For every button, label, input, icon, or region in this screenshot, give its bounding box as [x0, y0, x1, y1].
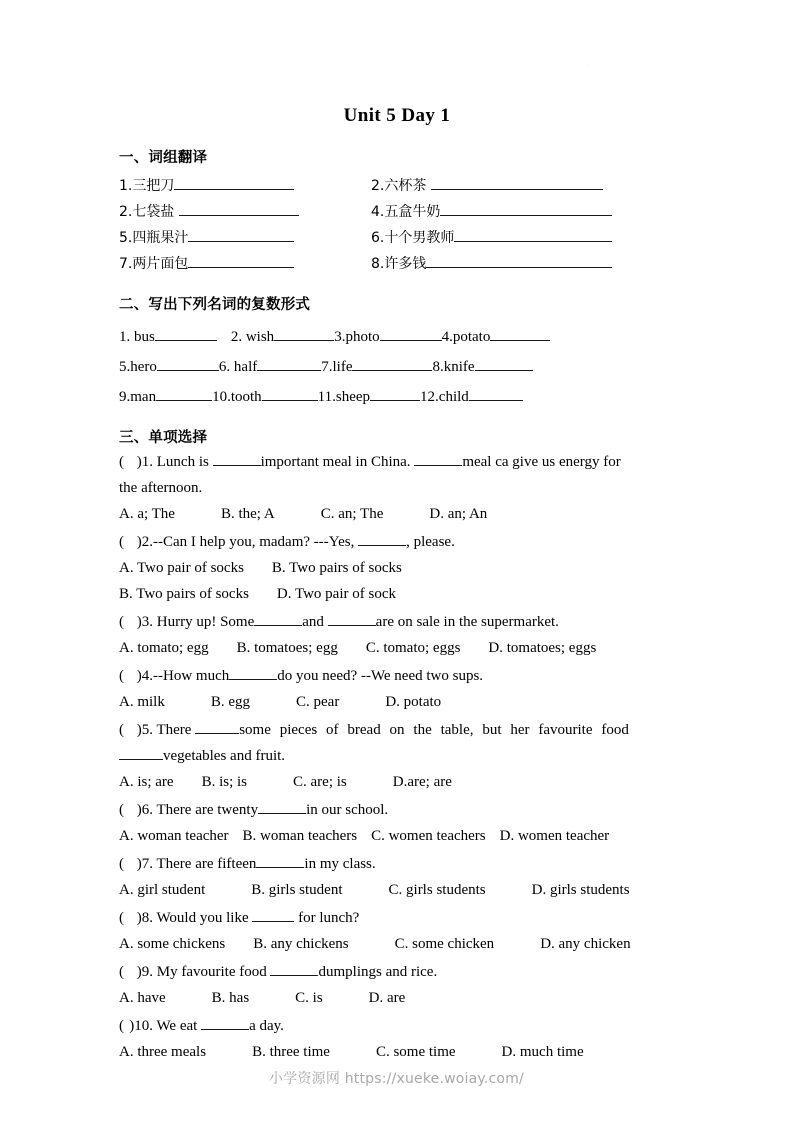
stem-text: a day. [249, 1018, 284, 1034]
option-b[interactable]: B. is; is [201, 774, 248, 790]
page-title: Unit 5 Day 1 [343, 105, 451, 126]
answer-blank[interactable] [454, 226, 612, 242]
table-row [119, 251, 675, 277]
options-row-1 [119, 501, 675, 527]
table-row [119, 199, 675, 225]
option-d[interactable]: D. girls students [531, 882, 630, 898]
option-d[interactable]: D. women teacher [499, 828, 610, 844]
question-number: )1. [136, 454, 153, 470]
stem-text: in my class. [304, 856, 376, 872]
options-row-2b [119, 581, 675, 607]
option-c[interactable]: C. some time [375, 1044, 456, 1060]
plural-word: 11.sheep [317, 389, 371, 405]
stem-text: , please. [406, 534, 455, 550]
plural-word: 3.photo [334, 329, 380, 345]
answer-blank[interactable] [179, 200, 299, 216]
options-row-2a [119, 555, 675, 581]
answer-blank[interactable] [156, 385, 212, 401]
answer-bracket[interactable]: ( )9. [119, 959, 153, 985]
question-stem-9 [119, 959, 675, 985]
section-heading-two: 二、写出下列名词的复数形式 [119, 297, 311, 313]
stem-text: in our school. [306, 802, 389, 818]
answer-blank[interactable] [155, 325, 217, 341]
question-stem-8 [119, 905, 675, 931]
answer-blank[interactable] [490, 325, 550, 341]
option-b[interactable]: B. any chickens [253, 936, 349, 952]
answer-blank[interactable] [370, 385, 420, 401]
option-c[interactable]: B. Two pairs of socks [119, 586, 249, 602]
answer-blank[interactable] [262, 385, 318, 401]
document-content [119, 0, 675, 1065]
phrase-label: 5.四瓶果汁 [119, 230, 189, 246]
question-stem-5 [119, 717, 675, 743]
plural-word: 9.man [119, 389, 157, 405]
options-row-8 [119, 931, 675, 957]
option-b[interactable]: B. Two pairs of socks [271, 560, 402, 576]
answer-blank[interactable] [195, 718, 239, 734]
answer-blank[interactable] [426, 252, 612, 268]
stem-text: There are twenty [153, 802, 259, 818]
stem-text: meal ca give us energy for [462, 454, 621, 470]
option-c[interactable]: C. women teachers [371, 828, 486, 844]
answer-blank[interactable] [431, 174, 603, 190]
phrase-cell-left-2 [119, 199, 371, 225]
stem-text: vegetables and fruit. [163, 748, 286, 764]
stem-text: and [302, 614, 328, 630]
question-stem-1-cont: the afternoon. [119, 480, 203, 496]
plural-row-2 [119, 352, 675, 382]
answer-blank[interactable] [270, 960, 318, 976]
option-d[interactable]: D. any chicken [540, 936, 631, 952]
phrase-cell-right-1 [371, 173, 675, 199]
option-a[interactable]: A. three meals [119, 1044, 207, 1060]
answer-bracket[interactable]: ( )3. [119, 609, 153, 635]
phrase-label: 8.许多钱 [371, 256, 427, 272]
answer-blank[interactable] [258, 798, 306, 814]
option-a[interactable]: A. some chickens [119, 936, 226, 952]
scan-artifact-mark: · [586, 61, 589, 71]
question-number: )7. [136, 856, 153, 872]
stem-text: some pieces of bread on the table, but her favourite food [239, 722, 629, 738]
option-d[interactable]: D. much time [501, 1044, 584, 1060]
section-heading-one: 一、词组翻译 [119, 150, 208, 166]
option-c[interactable]: C. is [295, 990, 323, 1006]
phrase-label: 6.十个男教师 [371, 230, 455, 246]
answer-blank[interactable] [252, 906, 294, 922]
option-d[interactable]: D.are; are [392, 774, 452, 790]
answer-blank[interactable] [119, 744, 163, 760]
stem-text: Would you like [153, 910, 253, 926]
answer-blank[interactable] [440, 200, 612, 216]
answer-bracket[interactable]: ( )4. [119, 663, 153, 689]
answer-blank[interactable] [157, 355, 219, 371]
option-d[interactable]: D. potato [385, 694, 442, 710]
phrase-cell-left-4 [119, 251, 371, 277]
question-number: )10. [129, 1018, 153, 1034]
option-d[interactable]: D. tomatoes; eggs [488, 640, 597, 656]
question-stem-2 [119, 529, 675, 555]
answer-blank[interactable] [254, 610, 302, 626]
question-number: )6. [136, 802, 153, 818]
stem-text: dumplings and rice. [318, 964, 438, 980]
phrase-label: 4.五盒牛奶 [371, 204, 441, 220]
options-row-10 [119, 1039, 675, 1065]
answer-blank[interactable] [174, 174, 294, 190]
answer-bracket[interactable]: ( )8. [119, 905, 153, 931]
question-stem-6 [119, 797, 675, 823]
stem-text: --Can I help you, madam? ---Yes, [153, 534, 359, 550]
options-row-9 [119, 985, 675, 1011]
plural-word: 6. half [218, 359, 258, 375]
answer-bracket[interactable]: ( )10. [119, 1013, 153, 1039]
options-row-4 [119, 689, 675, 715]
site-watermark [0, 1068, 793, 1088]
plural-word: 7.life [321, 359, 353, 375]
question-number: )9. [136, 964, 153, 980]
option-d[interactable]: D. are [368, 990, 406, 1006]
options-row-3 [119, 635, 675, 661]
option-b[interactable]: B. egg [210, 694, 251, 710]
answer-blank[interactable] [188, 252, 294, 268]
answer-blank[interactable] [256, 852, 304, 868]
stem-text: Lunch is [153, 454, 213, 470]
stem-text: --How much [153, 668, 230, 684]
options-row-7 [119, 877, 675, 903]
option-d[interactable]: D. Two pair of sock [276, 586, 396, 602]
question-stem-7 [119, 851, 675, 877]
option-a[interactable]: A. milk [119, 694, 165, 710]
stem-text: important meal in China. [260, 454, 415, 470]
stem-text: There are fifteen [153, 856, 257, 872]
option-a[interactable]: A. is; are [119, 774, 174, 790]
table-row [119, 225, 675, 251]
phrase-translation-table [119, 173, 675, 277]
question-stem-5-cont [119, 743, 675, 769]
option-a[interactable]: A. woman teacher [119, 828, 229, 844]
answer-blank[interactable] [213, 450, 261, 466]
options-row-5 [119, 769, 675, 795]
question-stem-1 [119, 449, 675, 475]
plural-word: 8.knife [432, 359, 475, 375]
phrase-cell-right-4 [371, 251, 675, 277]
phrase-label: 1.三把刀 [119, 178, 175, 194]
phrase-cell-right-2 [371, 199, 675, 225]
answer-bracket[interactable]: ( )6. [119, 797, 153, 823]
plural-word: 2. wish [230, 329, 275, 345]
option-d[interactable]: D. an; An [429, 506, 488, 522]
option-c[interactable]: C. tomato; eggs [365, 640, 461, 656]
answer-blank[interactable] [352, 355, 432, 371]
option-c[interactable]: C. an; The [320, 506, 384, 522]
answer-blank[interactable] [414, 450, 462, 466]
plural-word: 12.child [420, 389, 469, 405]
answer-bracket[interactable]: ( )2. [119, 529, 153, 555]
plural-word: 5.hero [119, 359, 157, 375]
stem-text: We eat [153, 1018, 202, 1034]
answer-blank[interactable] [358, 530, 406, 546]
stem-text: My favourite food [153, 964, 271, 980]
table-row [119, 173, 675, 199]
section-heading-three: 三、单项选择 [119, 430, 208, 446]
phrase-label: 7.两片面包 [119, 256, 189, 272]
option-b[interactable]: B. woman teachers [242, 828, 358, 844]
answer-blank[interactable] [257, 355, 321, 371]
phrase-label: 2.六杯茶 [371, 178, 431, 194]
plural-word: 1. bus [119, 329, 155, 345]
option-b[interactable]: B. three time [252, 1044, 330, 1060]
question-number: )2. [136, 534, 153, 550]
question-number: )5. [136, 722, 153, 738]
plural-word: 4.potato [441, 329, 491, 345]
option-a[interactable]: A. a; The [119, 506, 175, 522]
question-number: )4. [136, 668, 153, 684]
option-b[interactable]: B. the; A [220, 506, 275, 522]
option-a[interactable]: A. have [119, 990, 166, 1006]
answer-blank[interactable] [274, 325, 334, 341]
phrase-cell-right-3 [371, 225, 675, 251]
option-b[interactable]: B. has [211, 990, 250, 1006]
answer-blank[interactable] [188, 226, 294, 242]
answer-blank[interactable] [229, 664, 277, 680]
phrase-cell-left-3 [119, 225, 371, 251]
question-number: )3. [136, 614, 153, 630]
question-number: )8. [136, 910, 153, 926]
phrase-cell-left-1 [119, 173, 371, 199]
option-a[interactable]: A. girl student [119, 882, 206, 898]
stem-text: for lunch? [294, 910, 360, 926]
options-row-6 [119, 823, 675, 849]
option-c[interactable]: C. some chicken [394, 936, 495, 952]
answer-bracket[interactable]: ( )5. [119, 717, 153, 743]
answer-blank[interactable] [201, 1014, 249, 1030]
question-stem-3 [119, 609, 675, 635]
option-c[interactable]: C. are; is [293, 774, 347, 790]
watermark-site-name: 小学资源网 [269, 1071, 341, 1087]
plural-word: 10.tooth [212, 389, 262, 405]
stem-text: There [153, 722, 196, 738]
stem-text: do you need? --We need two sups. [277, 668, 484, 684]
question-stem-10 [119, 1013, 675, 1039]
answer-bracket[interactable]: ( )7. [119, 851, 153, 877]
plural-row-3 [119, 382, 675, 412]
answer-bracket[interactable]: ( )1. [119, 449, 153, 475]
answer-blank[interactable] [328, 610, 376, 626]
option-a[interactable]: A. Two pair of socks [119, 560, 244, 576]
answer-blank[interactable] [475, 355, 533, 371]
option-c[interactable]: C. pear [296, 694, 340, 710]
option-c[interactable]: C. girls students [388, 882, 486, 898]
stem-text: Hurry up! Some [153, 614, 255, 630]
option-b[interactable]: B. girls student [251, 882, 343, 898]
answer-blank[interactable] [380, 325, 442, 341]
watermark-url: https://xueke.woiay.com/ [344, 1071, 524, 1087]
option-a[interactable]: A. tomato; egg [119, 640, 209, 656]
stem-text: are on sale in the supermarket. [375, 614, 559, 630]
answer-blank[interactable] [469, 385, 523, 401]
question-stem-4 [119, 663, 675, 689]
phrase-label: 2.七袋盐 [119, 204, 179, 220]
option-b[interactable]: B. tomatoes; egg [236, 640, 338, 656]
plural-row-1 [119, 322, 675, 352]
